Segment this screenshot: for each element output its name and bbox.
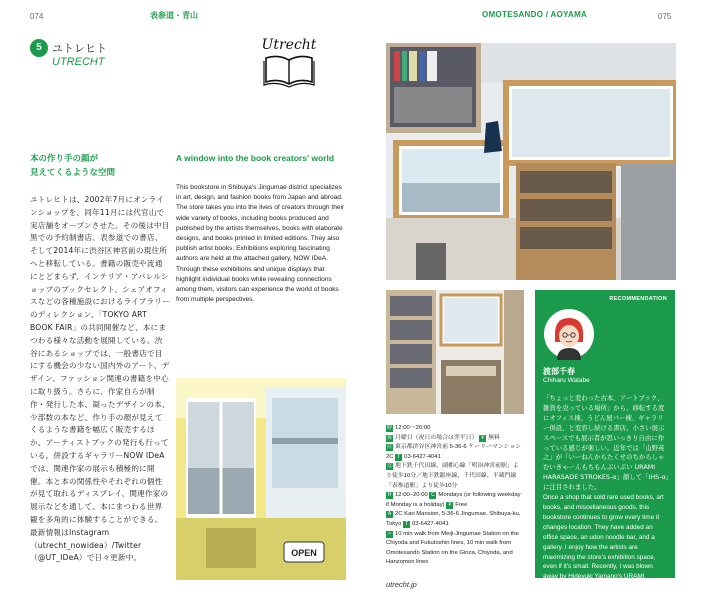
access-icon: > [386,531,393,538]
price-icon: ¥ [479,435,486,442]
jp-heading: 本の作り手の顔が 見えてくるような空間 [30,154,116,178]
area-title-jp: 表参道・青山 [150,11,198,20]
phone-icon: T [397,453,401,460]
en-body-text: This bookstore in Shibuya's Jingumae district specializes in art, design, and fashion books from Japan and abroad. The store takes you into the lives of creators through their wide variety of books, including books produced and published by the artists themselves, books with elaborate designs, and books printed in limited editions. They also publish artist books. Exhibitions exploring fascinating authors are held at the attached gallery, NOW IDeA. Through these exhibitions and unique displays that highlight individual books while revealing connections among them, visitors can experience the world of books from multiple perspectives. [176,184,345,304]
shop-url-link[interactable]: utrecht.jp [386,580,417,589]
clock-icon: H [387,492,392,499]
shop-number-badge: 5 [30,39,48,57]
shop-info [386,424,524,568]
recommendation-title: RECOMMENDATION [609,296,667,302]
info-address-en: A 2C Kari Mansion, 5-36-6 Jingumae, Shibuya-ku, Tokyo T 03-6427-4041 [386,511,521,527]
info-address-jp: 住 東京都渋谷区神宮前 5-36-6 ケーリーマンション 2C T 03-6427-4041 [386,444,522,460]
clock-icon: 時 [386,425,392,431]
jp-body-text: ユトレヒトは、2002年7月にオンラインショップを、同年11月には代官山で実店舗をオープンさせた。その後は中目黒での予約制書店、表参道での書店、そして2014年に渋谷区神宮前の現住所へと移転している。書籍の販売や流通にとどまらず、インテリア・アパレルショップのブックセレクト、シェアオフィスなどの各種施設におけるライブラリーのディレクション、「TOKYO ART BOOK FAIR」の共同開催など、本にまつわる様々な活動を展開している。渋谷にあるショップでは、一般書店で目にする機会の少ない国内外のアート、デザイン、ファッション関連の書籍を中心に取り扱う。さらに、作家自らが制作・発行した本、凝ったデザインの本、少部数の本など、作り手の顔が見えてくるような書籍を幅広く販売するほか、アーティストブックの発行も行っている。併設するギャラリーNOW IDeAでは、関連作家の展示も積極的に開催。本と本の関係性やそれぞれの個性が見て取れるディスプレイ、関連作家の展示などを通して、本にまつわる世界観を多角的に体験することができる。最新情報はInstagram（utrecht_nowidea）/Twitter（@UT_IDeA）で日々更新中。 [30,195,170,563]
location-icon: 住 [386,444,392,451]
info-access-en: > 10 min walk from Meiji-Jingumae Station on the Chiyoda and Fukutoshin lines, 10 min walk from Omotesando Station on the Ginza, Chiyoda, and Hanzomon lines [386,530,519,566]
shop-logo [258,34,320,90]
recommendation-text-jp: 「ちょっと変わった古本、アートブック、雑貨を売っている場所」から、移転する度にオフィス棟、うどん屋バー棟、ギャラリー併設、と変容し続ける書店。小さい展示スペースでも展示者が思いっきり自由に作っている感じが楽しい。近年では「山野英之」が「いーねんからたくせのちからしゃむいきゃーんもちもんぶいぶい URAMI HARASADE STROKES-α」顔して「IHS-α」に注目されました。 [543,394,669,492]
access-icon: 交 [386,463,392,470]
shop-name-jp: ユトレヒト [52,42,107,55]
closed-icon: C [431,492,435,499]
info-closed-jp: 休 月曜日（祝日の場合は翌平日） ¥ 無料 [386,434,500,441]
storefront-photo [176,378,346,580]
logo-text: Utrecht [261,37,317,53]
recommender-name-en: Chiharu Watabe [543,377,590,384]
interior-photo-large [386,43,676,280]
recommender-name-jp: 渡部千春 [543,367,575,376]
recommendation-box [535,290,675,591]
closed-icon: 休 [386,434,392,441]
shop-name-en: UTRECHT [52,56,105,68]
open-sign: OPEN [291,548,317,558]
phone-icon: T [405,520,409,527]
info-hours-jp: 時 12:00～20:00 [386,425,431,431]
recommender-avatar [543,308,595,360]
en-heading: A window into the book creators' world [176,153,335,163]
interior-photo-small [386,290,524,414]
info-hours-en: H 12:00–20:00 C Mondays (or following weekday if Monday is a holiday) ¥ Free [386,492,521,508]
recommendation-text-en: Once a shop that sold rare used books, art books, and miscellaneous goods, this bookstore continues to grow every time it changes location. They have added an office space, an udon noodle bar, and a gallery. I enjoy how the artists are maximizing the store's exhibition space, even if it's small. Recently, I was blown away by Hideyuki Yamano's URAMI HARASADE STROKES-α. [543,494,664,591]
page-number-left: 074 [30,12,44,21]
price-icon: ¥ [446,502,453,509]
location-icon: A [387,511,392,518]
page-number-right: 075 [658,12,672,21]
area-title-en: OMOTESANDO / AOYAMA [482,10,588,19]
book-logo-icon [258,34,320,90]
info-access-jp: 交 地下鉄千代田線、副都心線「明治神宮前駅」より徒歩10分／地下鉄銀座線、千代田線、半蔵門線「表参道駅」より徒歩10分 [386,463,519,489]
recommendation-text [543,394,669,592]
